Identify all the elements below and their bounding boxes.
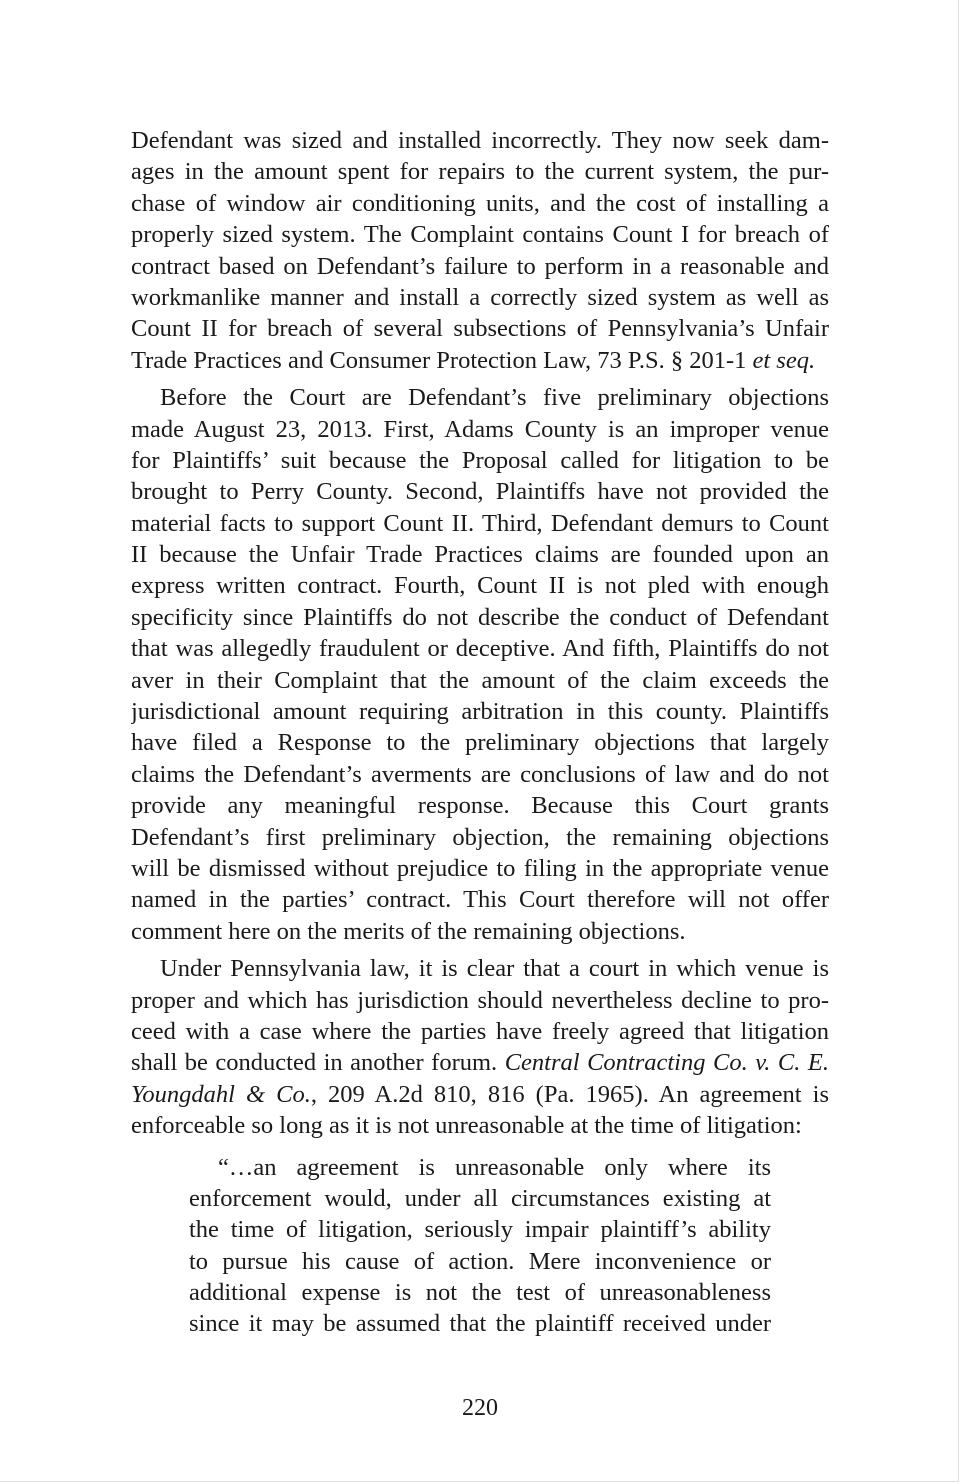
text-segment: shall be conducted in another forum. [131, 1049, 505, 1077]
et-seq-italic: et seq. [752, 346, 816, 374]
text-line: made August 23, 2013. First, Adams County is an improper venue [131, 415, 829, 443]
quote-line: additional expense is not the test of unreasonableness [189, 1279, 771, 1307]
text-line: that was allegedly fraudulent or deceptive. And fifth, Plaintiffs do not [131, 635, 829, 663]
body-text [131, 125, 829, 1340]
text-line: enforceable so long as it is not unreasonable at the time of litigation: [131, 1112, 802, 1140]
text-line: properly sized system. The Complaint contains Count I for breach of [131, 221, 829, 249]
text-line: Defendant was sized and installed incorrectly. They now seek dam- [131, 127, 829, 154]
text-line: proper and which has jurisdiction should nevertheless decline to pro- [131, 986, 829, 1014]
text-line: will be dismissed without prejudice to filing in the appropriate venue [131, 854, 829, 882]
text-segment: , 209 A.2d 810, 816 (Pa. 1965). An agreement is [310, 1080, 829, 1108]
text-line: claims the Defendant’s averments are conclusions of law and do not [131, 760, 829, 788]
paragraph-3 [131, 953, 829, 1141]
quote-line: the time of litigation, seriously impair plaintiff’s ability [189, 1216, 771, 1244]
text-line: Defendant’s first preliminary objection, the remaining objections [131, 823, 829, 851]
paragraph-1 [131, 125, 829, 376]
text-line: ceed with a case where the parties have freely agreed that litigation [131, 1017, 829, 1045]
paragraph-2 [131, 382, 829, 947]
text-line: Under Pennsylvania law, it is clear that a court in which venue is [160, 955, 829, 983]
text-line: II because the Unfair Trade Practices claims are founded upon an [131, 541, 829, 569]
text-line [131, 345, 829, 376]
text-line: material facts to support Count II. Third, Defendant demurs to Count [131, 509, 829, 537]
text-line: chase of window air conditioning units, and the cost of installing a [131, 189, 829, 217]
text-line: brought to Perry County. Second, Plaintiffs have not provided the [131, 478, 829, 506]
text-line: have filed a Response to the preliminary objections that largely [131, 729, 829, 757]
case-citation-italic: Central Contracting Co. v. C. E. [504, 1049, 829, 1077]
text-line [131, 1079, 829, 1110]
text-line: for Plaintiffs’ suit because the Proposal called for litigation to be [131, 446, 829, 474]
text-line: workmanlike manner and install a correctly sized system as well as [131, 283, 829, 311]
text-line: named in the parties’ contract. This Court therefore will not offer [131, 886, 829, 914]
text-line: comment here on the merits of the remaining objections. [131, 917, 686, 945]
quote-line: “…an agreement is unreasonable only where its [218, 1153, 771, 1181]
text-line: provide any meaningful response. Because this Court grants [131, 792, 829, 820]
text-line: Before the Court are Defendant’s five preliminary objections [160, 384, 829, 412]
text-line [131, 1047, 829, 1078]
text-line: Count II for breach of several subsections of Pennsylvania’s Unfair [131, 315, 829, 343]
statute-citation: Trade Practices and Consumer Protection Law, 73 P.S. § 201-1 [131, 346, 753, 374]
quote-line: to pursue his cause of action. Mere inconvenience or [189, 1247, 771, 1275]
case-citation-italic: Youngdahl & Co. [131, 1080, 311, 1108]
block-quote [189, 1152, 771, 1340]
text-line: ages in the amount spent for repairs to the current system, the pur- [131, 158, 829, 186]
page-number: 220 [462, 1395, 498, 1421]
text-line: express written contract. Fourth, Count II is not pled with enough [131, 572, 829, 600]
quote-line: enforcement would, under all circumstances existing at [189, 1184, 771, 1212]
quote-line: since it may be assumed that the plaintiff received under [189, 1310, 771, 1338]
text-line: jurisdictional amount requiring arbitration in this county. Plaintiffs [131, 698, 829, 726]
text-line: aver in their Complaint that the amount of the claim exceeds the [131, 666, 829, 694]
text-line: contract based on Defendant’s failure to perform in a reasonable and [131, 252, 829, 280]
text-line: specificity since Plaintiffs do not describe the conduct of Defendant [131, 603, 829, 631]
